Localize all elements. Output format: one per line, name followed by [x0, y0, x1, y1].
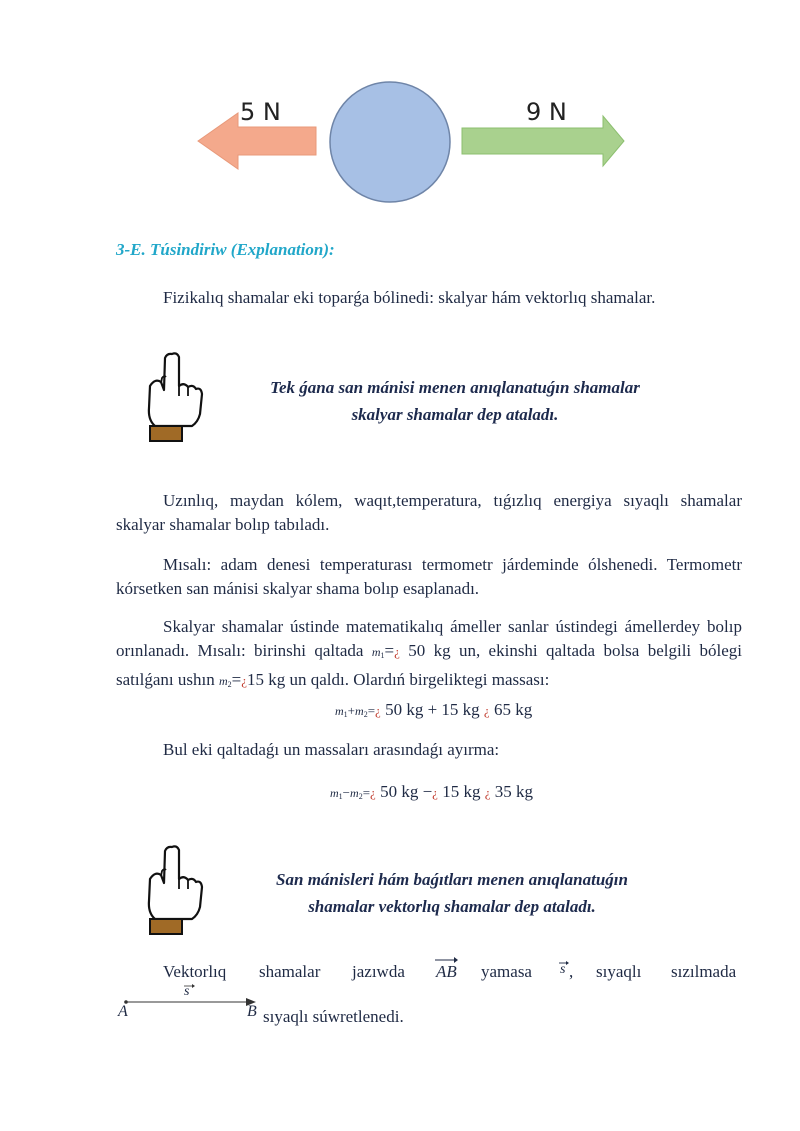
subscript: 2	[358, 792, 363, 801]
word: Vektorlıq	[163, 962, 227, 981]
difference-formula	[330, 782, 533, 802]
left-force-label: 5 N	[240, 98, 281, 126]
text-fragment: 50 kg un, ekinshi qaltada bolsa belgili bólegi satılǵanı ushın	[116, 641, 742, 689]
plus-sign: +	[347, 703, 356, 718]
sum-formula	[335, 700, 532, 720]
vector-ab-symbol: AB	[436, 962, 457, 981]
paragraph-thermometer: Mısalı: adam denesi temperaturası termometr járdeminde ólshenedi. Termometr kórsetken san mánisi skalyar shama bolıp esaplanadı.	[116, 555, 742, 598]
placeholder-glyph: ¿	[484, 785, 491, 800]
vector-note-line-2: shamalar vektorlıq shamalar dep ataladı.	[308, 897, 596, 916]
word: sızılmada	[671, 962, 737, 981]
scalar-note-line-1: Tek ǵana san mánisi menen anıqlanatuǵın shamalar	[270, 378, 640, 397]
placeholder-glyph: ¿	[375, 703, 381, 718]
point-a-label: A	[118, 1003, 128, 1020]
subscript: 1	[338, 792, 343, 801]
subscript: 2	[227, 680, 232, 689]
symbol-m: m	[350, 786, 359, 800]
vector-sentence-tail: sıyaqlı súwretlenedi.	[263, 1007, 404, 1026]
placeholder-glyph: ¿	[370, 785, 376, 800]
symbol-m: m	[330, 786, 339, 800]
paragraph-scalar-examples: Uzınlıq, maydan kólem, waqıt,temperatura, tıǵızlıq energiya sıyaqlı shamalar skalyar shamalar bolıp tabıladı.	[116, 491, 742, 534]
equals-sign: =	[384, 641, 395, 660]
subscript: 2	[363, 710, 368, 719]
minus-sign: −	[342, 785, 351, 800]
placeholder-glyph: ¿	[241, 673, 247, 688]
formula-text: 50 kg −	[375, 782, 433, 801]
comma: ,	[569, 962, 574, 981]
pointing-hand-icon	[143, 843, 205, 937]
vector-definition-note	[222, 866, 682, 920]
pointing-hand-icon	[143, 350, 205, 444]
vector-s-symbol: s	[560, 962, 566, 977]
word: sıyaqlı	[596, 962, 642, 981]
symbol-m: m	[371, 645, 381, 659]
vector-ab-diagram	[118, 983, 263, 1023]
subscript: 1	[380, 651, 385, 660]
force-diagram	[190, 75, 640, 210]
vector-arrow-icon	[434, 956, 458, 964]
right-force-label: 9 N	[526, 98, 567, 126]
vector-arrow-icon	[559, 960, 569, 966]
paragraph-classification: Fizikalıq shamalar eki toparǵa bólinedi: skalyar hám vektorlıq shamalar.	[163, 288, 656, 307]
placeholder-glyph: ¿	[483, 703, 490, 718]
formula-text: 65 kg	[489, 700, 533, 719]
word: shamalar	[259, 962, 321, 981]
vector-note-line-1: San mánisleri hám baǵıtları menen anıqlanatuǵın	[276, 870, 628, 889]
text-fragment: 15 kg un qaldı. Olardıń birgeliktegi massası:	[247, 670, 550, 689]
body-circle	[330, 82, 450, 202]
placeholder-glyph: ¿	[432, 785, 438, 800]
equals-sign: =	[231, 670, 242, 689]
word: yamasa	[481, 962, 532, 981]
equals-sign: =	[367, 703, 376, 718]
paragraph-difference: Bul eki qaltadaǵı un massaları arasındaǵı ayırma:	[163, 740, 500, 759]
word: jazıwda	[352, 962, 405, 981]
equals-sign: =	[362, 785, 371, 800]
symbol-m: m	[355, 704, 364, 718]
scalar-definition-note	[225, 374, 685, 428]
section-heading: 3-E. Túsindiriw (Explanation):	[116, 240, 335, 259]
symbol-m: m	[335, 704, 344, 718]
paragraph-operations	[116, 615, 742, 697]
point-b-label: B	[247, 1003, 257, 1020]
symbol-m: m	[218, 674, 228, 688]
scalar-note-line-2: skalyar shamalar dep ataladı.	[351, 405, 559, 424]
diagram-vector-label: s	[184, 984, 190, 999]
formula-text: 50 kg + 15 kg	[380, 700, 484, 719]
placeholder-glyph: ¿	[394, 644, 400, 659]
formula-text: 15 kg	[437, 782, 485, 801]
formula-text: 35 kg	[490, 782, 533, 801]
subscript: 1	[343, 710, 348, 719]
text-fragment: Skalyar shamalar ústinde matematikalıq ámeller sanlar ústindegi ámellerdey bolıp orınlanadı. Mısalı: birinshi qaltada	[116, 617, 742, 660]
